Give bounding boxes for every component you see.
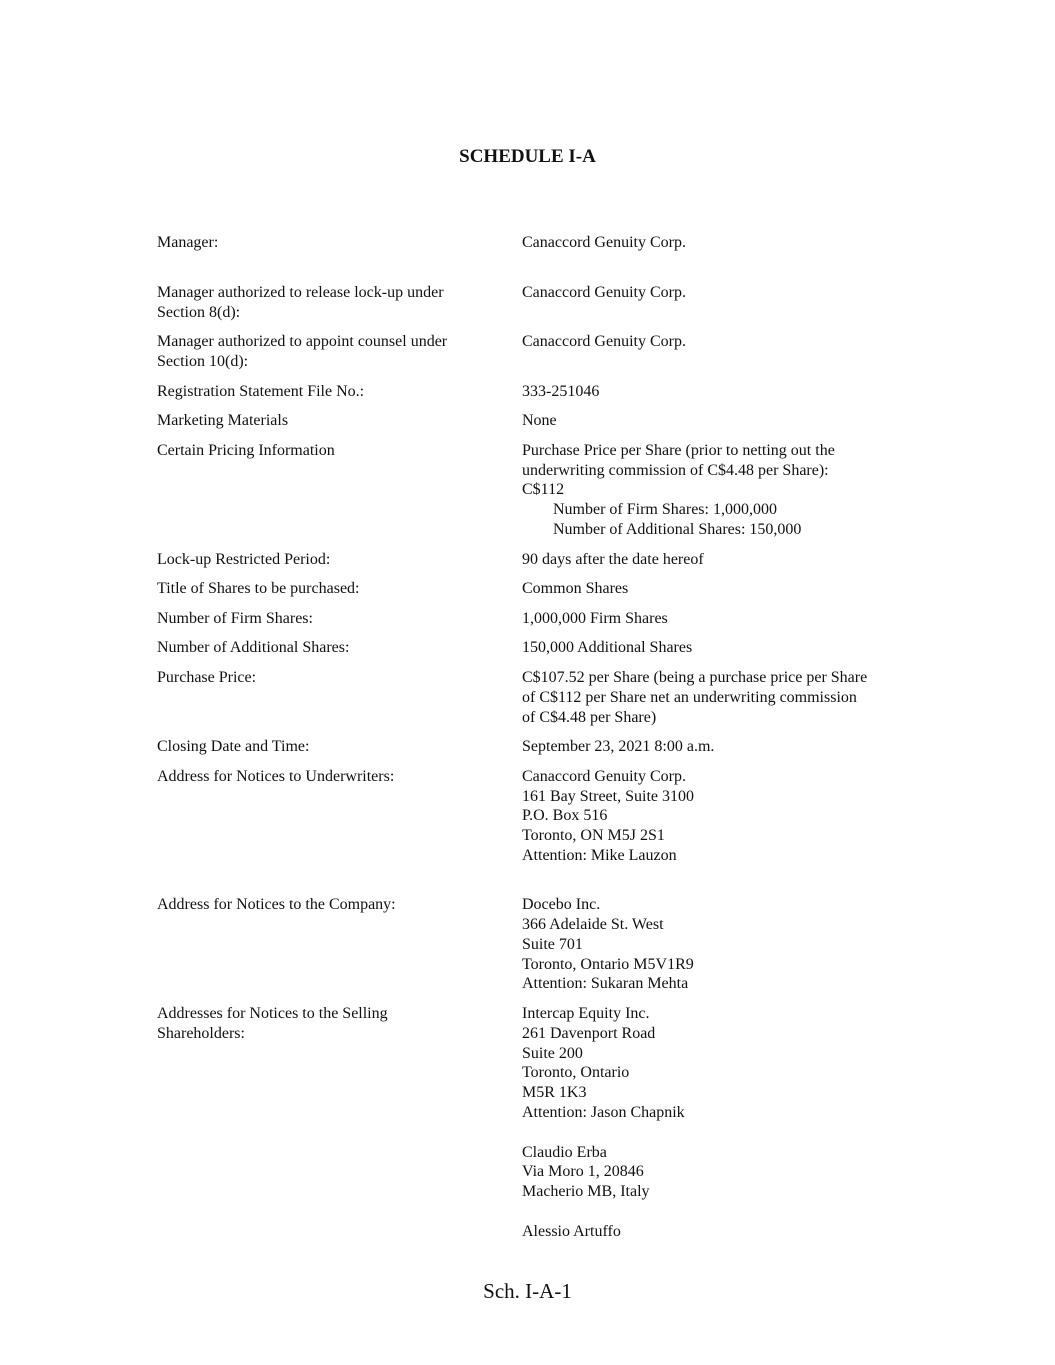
row-title-of-shares [157, 579, 917, 599]
row-label: Registration Statement File No.: [157, 382, 365, 400]
row-purchase-price [157, 668, 917, 727]
row-notices-company [157, 895, 917, 994]
row-value: Common Shares [522, 580, 629, 598]
row-value: 90 days after the date hereof [522, 550, 704, 568]
row-label: Addresses for Notices to the Selling Shareholders: [157, 1005, 388, 1042]
schedule-title: SCHEDULE I-A [459, 146, 596, 167]
row-notices-selling-shareholders [157, 1004, 917, 1242]
row-value: C$107.52 per Share (being a purchase price per Share of C$112 per Share net an underwriting commission of C$4.48 per Share) [522, 668, 868, 726]
row-registration-statement [157, 382, 917, 402]
blank-line [522, 866, 907, 886]
row-label: Marketing Materials [157, 412, 289, 430]
row-notices-underwriters [157, 767, 917, 886]
row-label: Address for Notices to the Company: [157, 896, 396, 914]
row-value: Intercap Equity Inc. 261 Davenport Road Suite 200 Toronto, Ontario M5R 1K3 Attention: Jason Chapnik Claudio Erba Via Moro 1, 20846 Macherio MB, Italy Alessio Artuffo [522, 1004, 907, 1242]
row-value: September 23, 2021 8:00 a.m. [522, 738, 715, 756]
row-value: Canaccord Genuity Corp. [522, 333, 686, 351]
row-label: Certain Pricing Information [157, 441, 335, 459]
row-lockup-period [157, 550, 917, 570]
blank-line [522, 1123, 907, 1143]
row-value: Purchase Price per Share (prior to netting out the underwriting commission of C$4.48 per Share): C$112 Number of Firm Shares: 1,000,000 Number of Additional Shares: 150,000 [522, 441, 835, 538]
row-marketing-materials [157, 411, 917, 431]
row-label: Title of Shares to be purchased: [157, 580, 360, 598]
row-additional-shares [157, 638, 917, 658]
row-value: None [522, 412, 557, 430]
row-label: Manager authorized to release lock-up under Section 8(d): [157, 283, 444, 321]
row-pricing-information [157, 441, 917, 540]
row-value: 1,000,000 Firm Shares [522, 609, 668, 627]
row-firm-shares [157, 609, 917, 629]
row-manager [157, 233, 917, 253]
row-value: Canaccord Genuity Corp. [522, 283, 686, 301]
row-label: Purchase Price: [157, 668, 257, 686]
row-value: 150,000 Additional Shares [522, 639, 693, 657]
row-label: Closing Date and Time: [157, 738, 310, 756]
row-label: Manager: [157, 234, 219, 251]
row-label: Lock-up Restricted Period: [157, 550, 331, 568]
page-footer: Sch. I-A-1 [483, 1279, 572, 1303]
row-value: 333-251046 [522, 382, 600, 400]
row-label: Address for Notices to Underwriters: [157, 767, 395, 785]
row-label: Number of Additional Shares: [157, 639, 350, 657]
row-value: Docebo Inc. 366 Adelaide St. West Suite 701 Toronto, Ontario M5V1R9 Attention: Sukaran Mehta [522, 896, 694, 993]
row-value: Canaccord Genuity Corp. [522, 234, 686, 251]
row-label: Manager authorized to appoint counsel under Section 10(d): [157, 333, 448, 370]
row-closing-date [157, 737, 917, 757]
blank-line [522, 1202, 907, 1222]
schedule-table [157, 233, 917, 1251]
row-value: Canaccord Genuity Corp. 161 Bay Street, Suite 3100 P.O. Box 516 Toronto, ON M5J 2S1 Attention: Mike Lauzon [522, 767, 907, 886]
row-appoint-counsel [157, 332, 917, 372]
row-label: Number of Firm Shares: [157, 609, 313, 627]
row-lockup-release [157, 283, 917, 323]
